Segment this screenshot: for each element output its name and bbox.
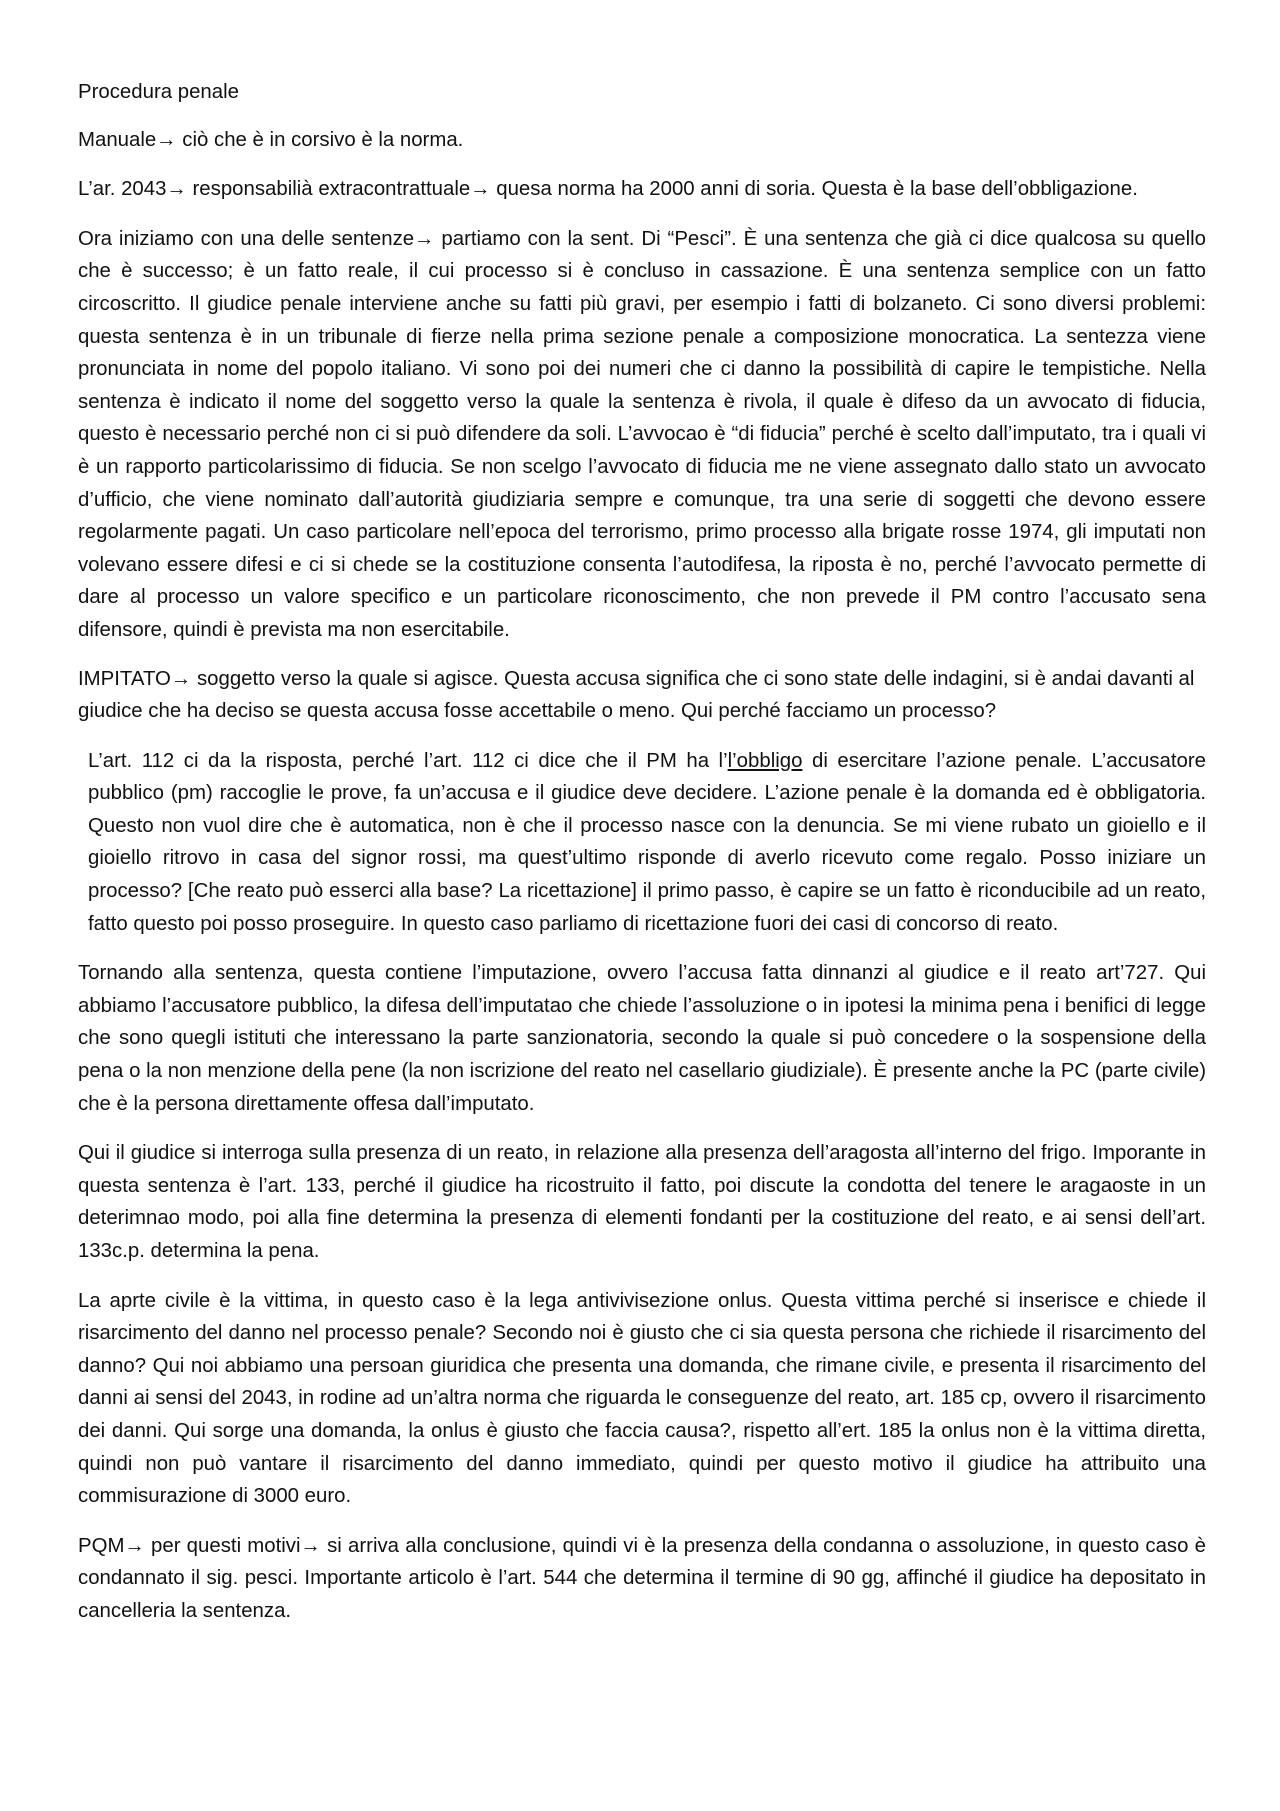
paragraph-sentenza-pesci: Ora iniziamo con una delle sentenze→ partiamo con la sent. Di “Pesci”. È una sentenza che già ci dice qualcosa su quello che è successo; è un fatto reale, il cui processo si è concluso in cassazione. È una sentenza semplice con un fatto circoscritto. Il giudice penale interviene anche su fatti più gravi, per esempio i fatti di bolzaneto. Ci sono diversi problemi: questa sentenza è in un tribunale di fierze nella prima sezione penale a composizione monocratica. La sentezza viene pronunciata in nome del popolo italiano. Vi sono poi dei numeri che ci danno la possibilità di capire le tempistiche. Nella sentenza è indicato il nome del soggetto verso la quale la sentenza è rivola, il quale è difeso da un avvocato di fiducia, questo è necessario perché non ci si può difendere da soli. L’avvocao è “di fiducia” perché è scelto dall’imputato, tra i quali vi è un rapporto particolarissimo di fiducia. Se non scelgo l’avvocato di fiducia me ne viene assegnato dallo stato un avvocato d’ufficio, che viene nominato dall’autorità giudiziaria sempre e comunque, tra una serie di soggetti che devono essere regolarmente pagati. Un caso particolare nell’epoca del terrorismo, primo processo alla brigate rosse 1974, gli imputati non volevano essere difesi e ci si chede se la costituzione consenta l’autodifesa, la riposta è no, perché l’avvocato permette di dare al processo un valore specifico e un particolare riconoscimento, che non prevede il PM contro l’accusato sena difensore, quindi è prevista ma non esercitabile.	[78, 227, 1206, 641]
paragraph-art-2043: L’ar. 2043→ responsabilià extracontrattuale→ quesa norma ha 2000 anni di soria. Questa è la base dell’obbligazione.	[78, 178, 1138, 201]
paragraph-pqm: PQM→ per questi motivi→ si arriva alla conclusione, quindi vi è la presenza della condanna o assoluzione, in questo caso è condannato il sig. pesci. Importante articolo è l’art. 544 che determina il termine di 90 gg, affinché il giudice ha depositato in cancelleria la sentenza.	[78, 1534, 1206, 1622]
document-title: Procedura penale	[78, 81, 239, 103]
paragraph-parte-civile: La aprte civile è la vittima, in questo caso è la lega antivivisezione onlus. Questa vittima perché si inserisce e chiede il risarcimento del danno nel processo penale? Secondo noi è giusto che ci sia questa persona che richiede il risarcimento del danno? Qui noi abbiamo una persoan giuridica che presenta una domanda, che rimane civile, e presenta il risarcimento del danni ai sensi del 2043, in rodine ad un’altra norma che riguarda le conseguenze del reato, art. 185 cp, ovvero il risarcimento dei danni. Qui sorge una domanda, la onlus è giusto che faccia causa?, rispetto all’ert. 185 la onlus non è la vittima diretta, quindi non può vantare il risarcimento del danno immediato, quindi per questo motivo il giudice ha attribuito una commisurazione di 3000 euro.	[78, 1289, 1206, 1508]
paragraph-art-112-rest: di esercitare l’azione penale. L’accusatore pubblico (pm) raccoglie le prove, fa un’accusa e il giudice deve decidere. L’azione penale è la domanda ed è obbligatoria. Questo non vuol dire che è automatica, non è che il processo nasce con la denuncia. Se mi viene rubato un gioiello e il gioiello ritrovo in casa del signor rossi, ma quest’ultimo risponde di averlo ricevuto come regalo. Posso iniziare un processo? [Che reato può esserci alla base? La ricettazione] il primo passo, è capire se un fatto è riconducibile ad un reato, fatto questo poi posso proseguire. In questo caso parliamo di ricettazione fuori dei casi di concorso di reato.	[88, 749, 1206, 935]
paragraph-art-133: Qui il giudice si interroga sulla presenza di un reato, in relazione alla presenza dell’aragosta all’interno del frigo. Imporante in questa sentenza è l’art. 133, perché il giudice ha ricostruito il fatto, poi discute la condotta del tenere le aragaoste in un deterimnao modo, poi alla fine determina la presenza di elementi fondanti per la costituzione del reato, e ai sensi dell’art. 133c.p. determina la pena.	[78, 1142, 1206, 1262]
paragraph-imputato: IMPITATO→ soggetto verso la quale si agisce. Questa accusa significa che ci sono state delle indagini, si è andai davanti al giudice che ha deciso se questa accusa fosse accettabile o meno. Qui perché facciamo un processo?	[78, 667, 1195, 723]
paragraph-manuale: Manuale→ ciò che è in corsivo è la norma.	[78, 128, 464, 151]
underlined-obbligo: l’obbligo	[727, 749, 803, 772]
paragraph-art-112	[78, 745, 1206, 941]
document-page	[78, 76, 1206, 1645]
paragraph-imputazione: Tornando alla sentenza, questa contiene l’imputazione, ovvero l’accusa fatta dinnanzi al giudice e il reato art’727. Qui abbiamo l’accusatore pubblico, la difesa dell’imputatao che chiede l’assoluzione o in ipotesi la minima pena i benifici di legge che sono quegli istituti che interessano la parte sanzionatoria, secondo la quale si può concedere o la sospensione della pena o la non menzione della pene (la non iscrizione del reato nel casellario giudiziale). È presente anche la PC (parte civile) che è la persona direttamente offesa dall’imputato.	[78, 962, 1206, 1115]
paragraph-art-112-start: L’art. 112 ci da la risposta, perché l’art. 112 ci dice che il PM ha l’	[88, 749, 728, 772]
